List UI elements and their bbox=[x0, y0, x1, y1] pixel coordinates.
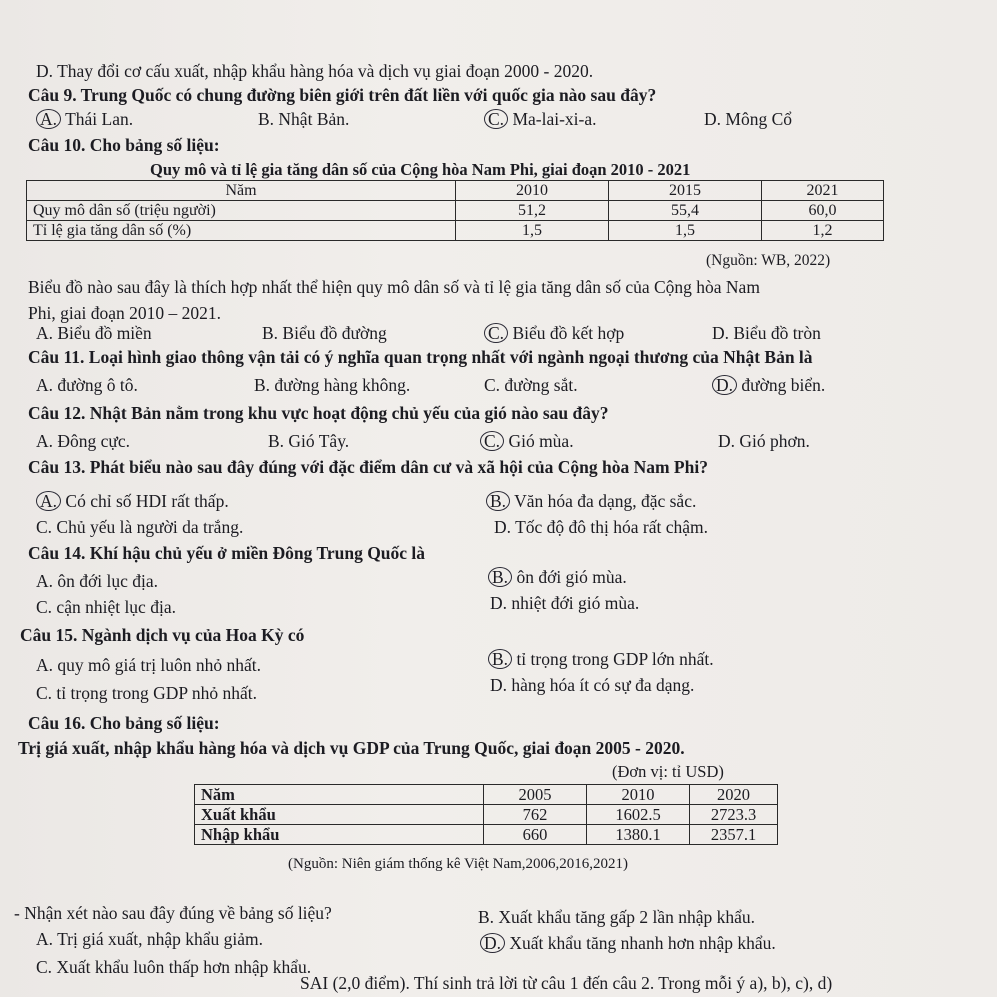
answer-circle-icon: B. bbox=[488, 649, 512, 669]
q16-option-c: C. Xuất khẩu luôn thấp hơn nhập khẩu. bbox=[36, 957, 312, 977]
q13-option-b bbox=[486, 490, 696, 512]
answer-circle-icon: C. bbox=[484, 323, 508, 343]
table-cell: 2015 bbox=[609, 181, 762, 201]
table-cell: 60,0 bbox=[762, 201, 884, 221]
table-cell: 55,4 bbox=[609, 201, 762, 221]
q15-stem: Câu 15. Ngành dịch vụ của Hoa Kỳ có bbox=[20, 625, 305, 645]
table-cell: Năm bbox=[27, 181, 456, 201]
table-cell: 2010 bbox=[587, 785, 690, 805]
q11-option-b: B. đường hàng không. bbox=[254, 375, 411, 395]
q16-option-a: A. Trị giá xuất, nhập khẩu giảm. bbox=[36, 929, 263, 949]
table-row bbox=[27, 181, 884, 201]
table-cell: 660 bbox=[484, 825, 587, 845]
q11-option-d-text: đường biển. bbox=[741, 375, 826, 395]
table-cell: 2357.1 bbox=[690, 825, 778, 845]
q14-option-b-text: ôn đới gió mùa. bbox=[516, 567, 627, 587]
q13-option-a-text: Có chỉ số HDI rất thấp. bbox=[65, 491, 229, 511]
q11-option-a: A. đường ô tô. bbox=[36, 375, 138, 395]
table-cell: Quy mô dân số (triệu người) bbox=[27, 201, 456, 221]
table-cell: 762 bbox=[484, 805, 587, 825]
q11-option-c: C. đường sắt. bbox=[484, 375, 578, 395]
answer-circle-icon: B. bbox=[486, 491, 510, 511]
q9-stem: Câu 9. Trung Quốc có chung đường biên giới trên đất liền với quốc gia nào sau đây? bbox=[28, 85, 657, 105]
answer-circle-icon: A. bbox=[36, 109, 61, 129]
table-cell: Tỉ lệ gia tăng dân số (%) bbox=[27, 221, 456, 241]
q9-option-b: B. Nhật Bản. bbox=[258, 109, 350, 129]
q16-option-d bbox=[480, 932, 776, 954]
answer-circle-icon: D. bbox=[480, 933, 505, 953]
answer-circle-icon: B. bbox=[488, 567, 512, 587]
q12-option-a: A. Đông cực. bbox=[36, 431, 131, 451]
q16-table-caption: Trị giá xuất, nhập khẩu hàng hóa và dịch vụ GDP của Trung Quốc, giai đoạn 2005 - 2020. bbox=[18, 738, 685, 758]
q10-question-line2: Phi, giai đoạn 2010 – 2021. bbox=[28, 303, 221, 323]
table-row bbox=[195, 805, 778, 825]
q16-option-d-text: Xuất khẩu tăng nhanh hơn nhập khẩu. bbox=[509, 933, 776, 953]
q16-unit: (Đơn vị: tỉ USD) bbox=[612, 762, 724, 781]
table-row bbox=[195, 825, 778, 845]
q9-option-d: D. Mông Cổ bbox=[704, 109, 792, 129]
q15-option-b-text: tỉ trọng trong GDP lớn nhất. bbox=[516, 649, 714, 669]
q13-option-d: D. Tốc độ đô thị hóa rất chậm. bbox=[494, 517, 708, 537]
table-row bbox=[195, 785, 778, 805]
table-cell: Năm bbox=[195, 785, 484, 805]
answer-circle-icon: C. bbox=[484, 109, 508, 129]
q15-option-a: A. quy mô giá trị luôn nhỏ nhất. bbox=[36, 655, 262, 675]
q15-option-c: C. tỉ trọng trong GDP nhỏ nhất. bbox=[36, 683, 258, 703]
table-cell: 2021 bbox=[762, 181, 884, 201]
table-cell: 2020 bbox=[690, 785, 778, 805]
q9-option-a-text: Thái Lan. bbox=[65, 109, 134, 129]
q10-source: (Nguồn: WB, 2022) bbox=[706, 252, 831, 269]
q8-option-d: D. Thay đổi cơ cấu xuất, nhập khẩu hàng hóa và dịch vụ giai đoạn 2000 - 2020. bbox=[36, 61, 594, 81]
table-cell: 1380.1 bbox=[587, 825, 690, 845]
table-cell: Nhập khẩu bbox=[195, 825, 484, 845]
answer-circle-icon: D. bbox=[712, 375, 737, 395]
table-row bbox=[27, 221, 884, 241]
q14-option-d: D. nhiệt đới gió mùa. bbox=[490, 593, 640, 613]
table-cell: 1,5 bbox=[609, 221, 762, 241]
q9-option-c-text: Ma-lai-xi-a. bbox=[512, 109, 597, 129]
table-cell: Xuất khẩu bbox=[195, 805, 484, 825]
q9-option-a bbox=[36, 108, 133, 130]
table-cell: 1,5 bbox=[456, 221, 609, 241]
table-cell: 1602.5 bbox=[587, 805, 690, 825]
q12-option-d: D. Gió phơn. bbox=[718, 431, 810, 451]
q10-stem: Câu 10. Cho bảng số liệu: bbox=[28, 135, 220, 155]
q12-stem: Câu 12. Nhật Bản nằm trong khu vực hoạt động chủ yếu của gió nào sau đây? bbox=[28, 403, 609, 423]
q13-option-b-text: Văn hóa đa dạng, đặc sắc. bbox=[514, 491, 697, 511]
q15-option-d: D. hàng hóa ít có sự đa dạng. bbox=[490, 675, 695, 695]
q10-option-a: A. Biểu đồ miền bbox=[36, 323, 152, 343]
q16-stem: Câu 16. Cho bảng số liệu: bbox=[28, 713, 220, 733]
q10-table-caption: Quy mô và tỉ lệ gia tăng dân số của Cộng hòa Nam Phi, giai đoạn 2010 - 2021 bbox=[150, 160, 691, 179]
q14-option-b bbox=[488, 566, 627, 588]
q15-option-b bbox=[488, 648, 714, 670]
q10-option-c bbox=[484, 322, 624, 344]
q13-option-a bbox=[36, 490, 229, 512]
table-cell: 2723.3 bbox=[690, 805, 778, 825]
q10-question-line1: Biểu đồ nào sau đây là thích hợp nhất thể hiện quy mô dân số và tỉ lệ gia tăng dân số của Cộng hòa Nam bbox=[28, 277, 760, 297]
q11-option-d bbox=[712, 374, 825, 396]
q13-option-c: C. Chủ yếu là người da trắng. bbox=[36, 517, 244, 537]
table-row bbox=[27, 201, 884, 221]
q10-table bbox=[26, 180, 884, 241]
q16-question: - Nhận xét nào sau đây đúng về bảng số liệu? bbox=[14, 903, 332, 923]
q16-source: (Nguồn: Niên giám thống kê Việt Nam,2006,2016,2021) bbox=[288, 856, 629, 872]
q12-option-c bbox=[480, 430, 574, 452]
q9-option-c bbox=[484, 108, 597, 130]
q14-option-a: A. ôn đới lục địa. bbox=[36, 571, 159, 591]
table-cell: 1,2 bbox=[762, 221, 884, 241]
q12-option-c-text: Gió mùa. bbox=[508, 431, 574, 451]
q10-option-b: B. Biểu đồ đường bbox=[262, 323, 387, 343]
q12-option-b: B. Gió Tây. bbox=[268, 431, 350, 451]
table-cell: 51,2 bbox=[456, 201, 609, 221]
q13-stem: Câu 13. Phát biểu nào sau đây đúng với đặc điểm dân cư và xã hội của Cộng hòa Nam Phi? bbox=[28, 457, 708, 477]
q10-option-c-text: Biểu đồ kết hợp bbox=[512, 323, 625, 343]
q14-option-c: C. cận nhiệt lục địa. bbox=[36, 597, 176, 617]
q10-option-d: D. Biểu đồ tròn bbox=[712, 323, 821, 343]
table-cell: 2005 bbox=[484, 785, 587, 805]
q16-table bbox=[194, 784, 778, 845]
q16-option-b: B. Xuất khẩu tăng gấp 2 lần nhập khẩu. bbox=[478, 907, 756, 927]
table-cell: 2010 bbox=[456, 181, 609, 201]
q14-stem: Câu 14. Khí hậu chủ yếu ở miền Đông Trung Quốc là bbox=[28, 543, 426, 563]
answer-circle-icon: C. bbox=[480, 431, 504, 451]
answer-circle-icon: A. bbox=[36, 491, 61, 511]
part2-instruction: SAI (2,0 điểm). Thí sinh trả lời từ câu 1 đến câu 2. Trong mỗi ý a), b), c), d) bbox=[300, 973, 833, 993]
q11-stem: Câu 11. Loại hình giao thông vận tải có ý nghĩa quan trọng nhất với ngành ngoại thương của Nhật Bản là bbox=[28, 347, 813, 367]
